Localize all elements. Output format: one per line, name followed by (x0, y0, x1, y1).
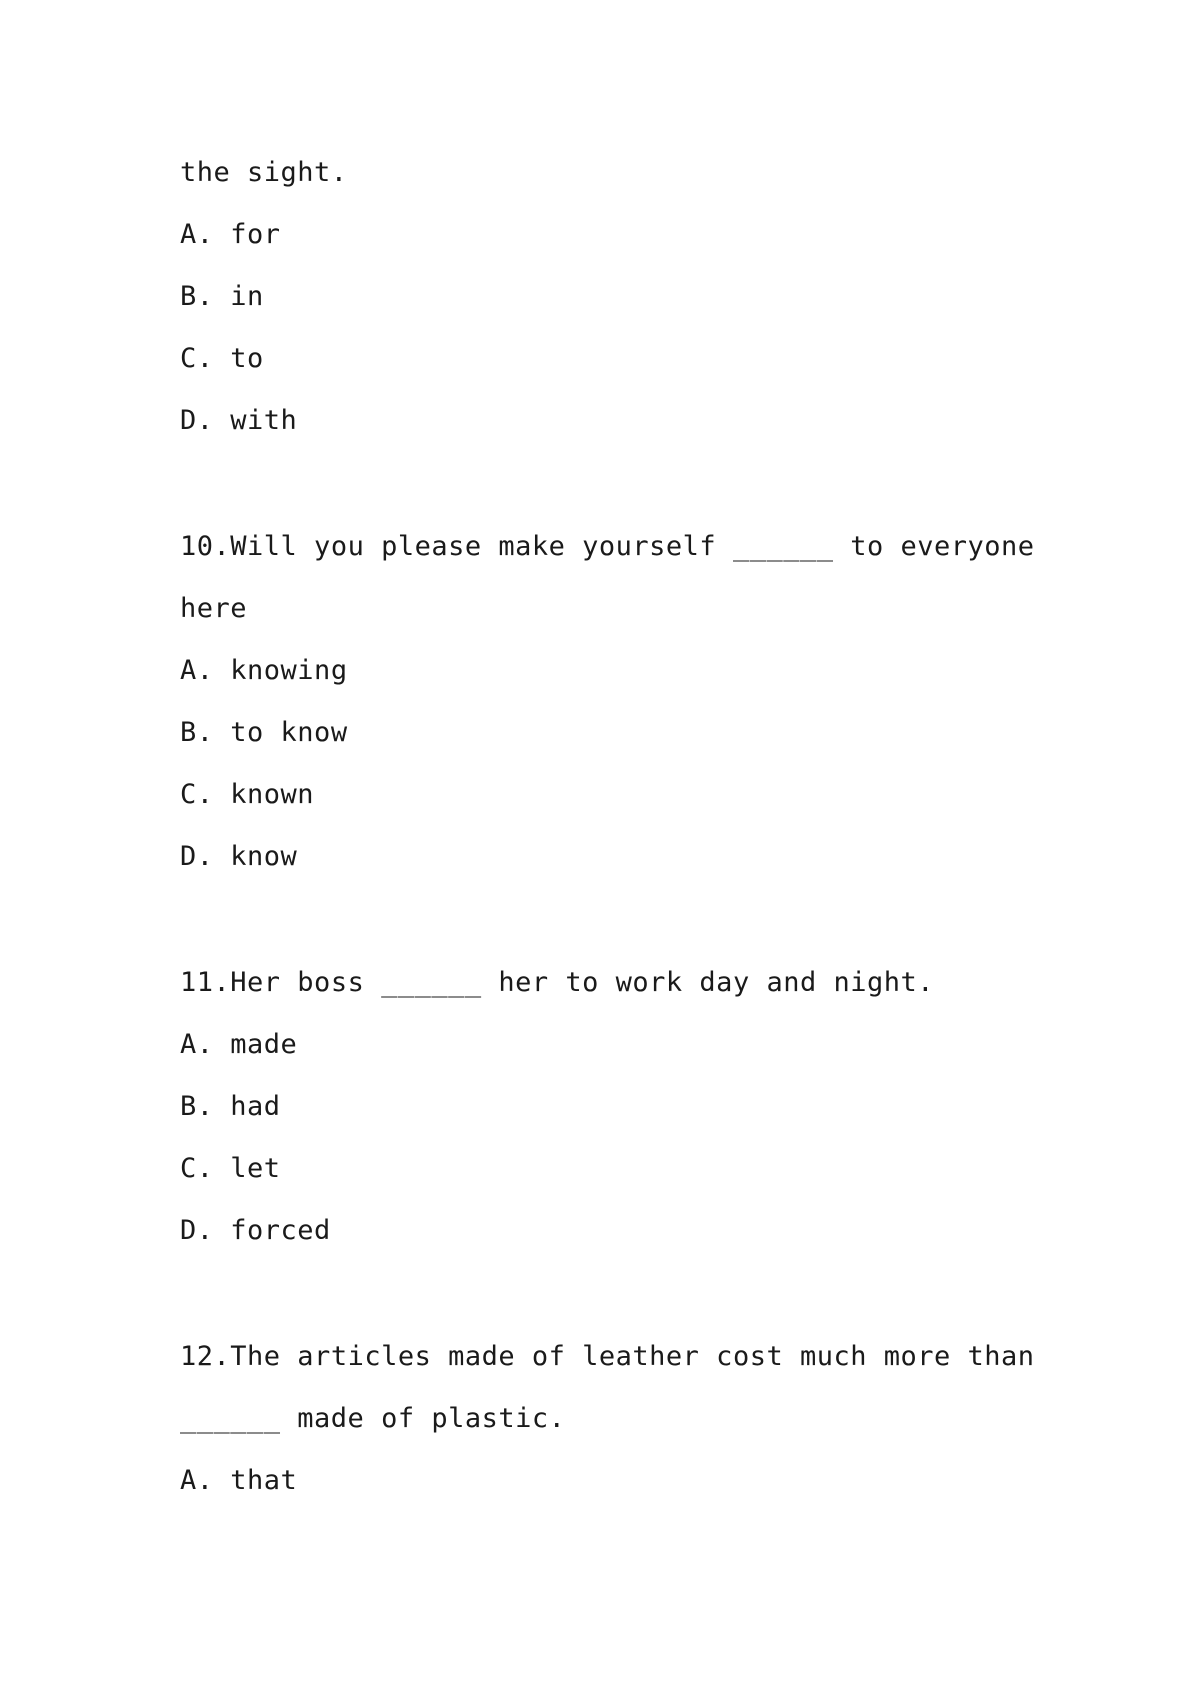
question-stem-line (180, 952, 1040, 1014)
option-text: that (230, 1465, 298, 1496)
option-text: know (230, 841, 298, 872)
question-spacer (180, 888, 1040, 952)
option-text: let (230, 1153, 281, 1184)
option-letter: D. (180, 1215, 214, 1246)
option-d (180, 1200, 1040, 1262)
option-d (180, 826, 1040, 888)
option-letter: A. (180, 219, 214, 250)
option-c (180, 328, 1040, 390)
option-letter: D. (180, 405, 214, 436)
option-text: to (230, 343, 264, 374)
option-text: with (230, 405, 298, 436)
question-number: 10. (180, 531, 231, 562)
question-11 (180, 952, 1040, 1262)
option-letter: C. (180, 779, 214, 810)
option-letter: A. (180, 1465, 214, 1496)
option-text: forced (230, 1215, 331, 1246)
option-text: in (230, 281, 264, 312)
option-text: made (230, 1029, 298, 1060)
option-text: to know (230, 717, 348, 748)
option-text: knowing (230, 655, 348, 686)
option-letter: B. (180, 717, 214, 748)
question-stem-line (180, 516, 1040, 578)
option-a (180, 1014, 1040, 1076)
option-a (180, 640, 1040, 702)
question-stem-text: Will you please make yourself ______ to everyone (230, 531, 1035, 562)
question-stem-line (180, 1326, 1040, 1388)
question-stem-text: Her boss ______ her to work day and night. (230, 967, 935, 998)
option-letter: B. (180, 1091, 214, 1122)
option-b (180, 702, 1040, 764)
option-letter: A. (180, 1029, 214, 1060)
question-stem-line: ______ made of plastic. (180, 1403, 566, 1434)
option-d (180, 390, 1040, 452)
option-letter: C. (180, 343, 214, 374)
option-text: for (230, 219, 281, 250)
question-stem-text: The articles made of leather cost much more than (230, 1341, 1035, 1372)
option-a (180, 1450, 1040, 1512)
option-letter: C. (180, 1153, 214, 1184)
option-letter: D. (180, 841, 214, 872)
option-c (180, 764, 1040, 826)
option-c (180, 1138, 1040, 1200)
option-letter: A. (180, 655, 214, 686)
option-letter: B. (180, 281, 214, 312)
question-number: 12. (180, 1341, 231, 1372)
question-stem-tail: the sight. (180, 157, 348, 188)
document-page (180, 142, 1040, 1512)
question-stem-line: here (180, 593, 248, 624)
question-number: 11. (180, 967, 231, 998)
option-b (180, 1076, 1040, 1138)
option-text: had (230, 1091, 281, 1122)
option-text: known (230, 779, 315, 810)
question-9-continuation (180, 142, 1040, 452)
question-spacer (180, 452, 1040, 516)
question-12 (180, 1326, 1040, 1512)
option-a (180, 204, 1040, 266)
question-spacer (180, 1262, 1040, 1326)
question-10 (180, 516, 1040, 888)
option-b (180, 266, 1040, 328)
